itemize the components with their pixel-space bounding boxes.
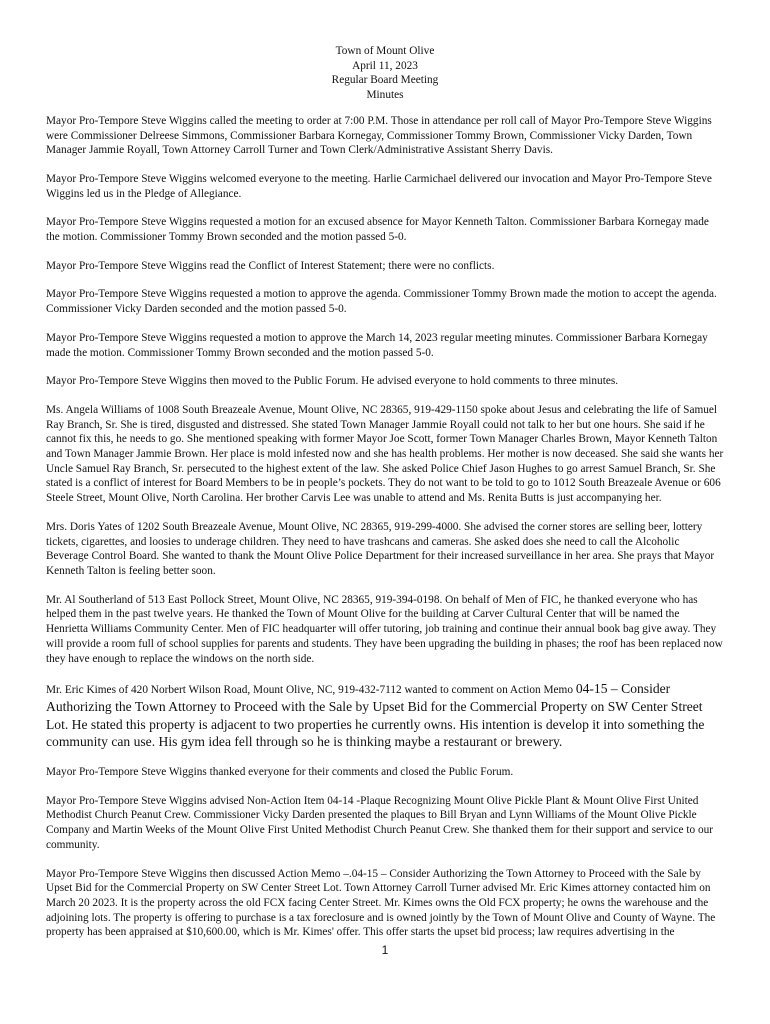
meeting-date: April 11, 2023 (352, 59, 418, 72)
paragraph-close-forum: Mayor Pro-Tempore Steve Wiggins thanked everyone for their comments and closed the Public Forum. (46, 766, 514, 779)
document-type: Minutes (366, 89, 404, 102)
paragraph-excused-absence: Mayor Pro-Tempore Steve Wiggins requested a motion for an excused absence for Mayor Kenneth Talton. Commissioner Barbara Kornegay made the motion. Commissioner Tommy Brown seconded and the motion passed 5-0. (46, 216, 709, 244)
paragraph-plaque-recognition: Mayor Pro-Tempore Steve Wiggins advised Non-Action Item 04-14 -Plaque Recognizing Mount Olive Pickle Plant & Mount Olive First United Methodist Church Peanut Crew. Commissioner Vicky Darden presented the plaques to Bill Bryan and Lynn Williams of the Mount Olive Pickle Company and Martin Weeks of the Mount Olive First United Methodist Church Peanut Crew. She thanked them for their support and service to our community. (46, 794, 714, 851)
kimes-text-small: Mr. Eric Kimes of 420 Norbert Wilson Road, Mount Olive, NC, 919-432-7112 wanted to comment on Action Memo (46, 684, 576, 697)
paragraph-minutes-approval: Mayor Pro-Tempore Steve Wiggins requested a motion to approve the March 14, 2023 regular meeting minutes. Commissioner Barbara Kornegay made the motion. Commissioner Tommy Brown seconded and the motion passed 5-0. (46, 331, 708, 359)
paragraph-angela-williams: Ms. Angela Williams of 1008 South Breazeale Avenue, Mount Olive, NC 28365, 919-429-1150 spoke about Jesus and celebrating the life of Samuel Ray Branch, Sr. She is tired, disgusted and distressed. She stated Town Manager Jammie Royall could not talk to her but one hours. She said if he cannot fix this, he needs to go. She mentioned speaking with former Mayor Joe Scott, former Town Manager Charles Brown, Mayor Kenneth Talton and Town Manager Jammie Brown. Her place is mold infested now and she has health problems. Her mother is now deceased. She said she wants her Uncle Samuel Ray Branch, Sr. persecuted to the highest extent of the law. She asked Police Chief Jason Hughes to go arrest Samuel Branch, Sr. She stated is a conflict of interest for Board Members to be in people’s pockets. They do not want to be told to go to 1012 South Breazeale Avenue or 606 Steele Street, Mount Olive, North Carolina. Her brother Carvis Lee was unable to attend and Ms. Renita Butts is just accompanying her. (46, 403, 724, 505)
paragraph-agenda-approval: Mayor Pro-Tempore Steve Wiggins requested a motion to approve the agenda. Commissioner Tommy Brown made the motion to accept the agenda. Commissioner Vicky Darden seconded and the motion passed 5-0. (46, 288, 717, 316)
paragraph-call-to-order: Mayor Pro-Tempore Steve Wiggins called the meeting to order at 7:00 P.M. Those in attendance per roll call of Mayor Pro-Tempore Steve Wiggins were Commissioner Delreese Simmons, Commissioner Barbara Kornegay, Commissioner Tommy Brown, Commissioner Vicky Darden, Town Manager Jammie Royall, Town Attorney Carroll Turner and Town Clerk/Administrative Assistant Sherry Davis. (46, 114, 712, 157)
document-header (46, 44, 724, 103)
page-number: 1 (381, 943, 389, 957)
meeting-type: Regular Board Meeting (331, 74, 439, 87)
paragraph-public-forum: Mayor Pro-Tempore Steve Wiggins then moved to the Public Forum. He advised everyone to hold comments to three minutes. (46, 375, 619, 388)
paragraph-al-southerland: Mr. Al Southerland of 513 East Pollock Street, Mount Olive, NC 28365, 919-394-0198. On behalf of Men of FIC, he thanked everyone who has helped them in the past twelve years. He thanked the Town of Mount Olive for the building at Carver Cultural Center that will be named the Henrietta Williams Community Center. Men of FIC headquarter will offer tutoring, job training and continue their annual book bag give away. They will provide a room full of school supplies for parents and students. They have been upgrading the building in phases; the roof has been replaced now they have enough to replace the windows on the north side. (46, 593, 723, 665)
paragraph-invocation: Mayor Pro-Tempore Steve Wiggins welcomed everyone to the meeting. Harlie Carmichael delivered our invocation and Mayor Pro-Tempore Steve Wiggins led us in the Pledge of Allegiance. (46, 172, 712, 200)
kimes-text-large: 04-15 – Consider Authorizing the Town Attorney to Proceed with the Sale by Upset Bid for the Commercial Property on SW Center Street Lot. He stated this property is adjacent to two properties he currently owns. His intention is develop it into something the community can use. His gym idea fell through so he is thinking maybe a restaurant or brewery. (46, 681, 705, 750)
paragraph-conflict-of-interest: Mayor Pro-Tempore Steve Wiggins read the Conflict of Interest Statement; there were no conflicts. (46, 259, 495, 272)
paragraph-action-memo: Mayor Pro-Tempore Steve Wiggins then discussed Action Memo –.04-15 – Consider Authorizing the Town Attorney to Proceed with the Sale by Upset Bid for the Commercial Property on SW Center Street Lot. Town Attorney Carroll Turner advised Mr. Eric Kimes attorney contacted him on March 20 2023. It is the property across the old FCX facing Center Street. Mr. Kimes owns the Old FCX property; he owns the warehouse and the adjoining lots. The property is offering to purchase is a tax foreclosure and is owned jointly by the Town of Mount Olive and County of Wayne. The property has been appraised at $10,600.00, which is Mr. Kimes' offer. This offer starts the upset bid process; law requires advertising in the (46, 867, 716, 939)
paragraph-eric-kimes (46, 680, 724, 751)
town-name: Town of Mount Olive (335, 45, 435, 57)
paragraph-doris-yates: Mrs. Doris Yates of 1202 South Breazeale Avenue, Mount Olive, NC 28365, 919-299-4000. She advised the corner stores are selling beer, lottery tickets, cigarettes, and loosies to underage children. They need to have trashcans and cameras. She asked does she need to call the Alcoholic Beverage Control Board. She wanted to thank the Mount Olive Police Department for their increased surveillance in her area. She prays that Mayor Kenneth Talton is feeling better soon. (46, 520, 715, 577)
